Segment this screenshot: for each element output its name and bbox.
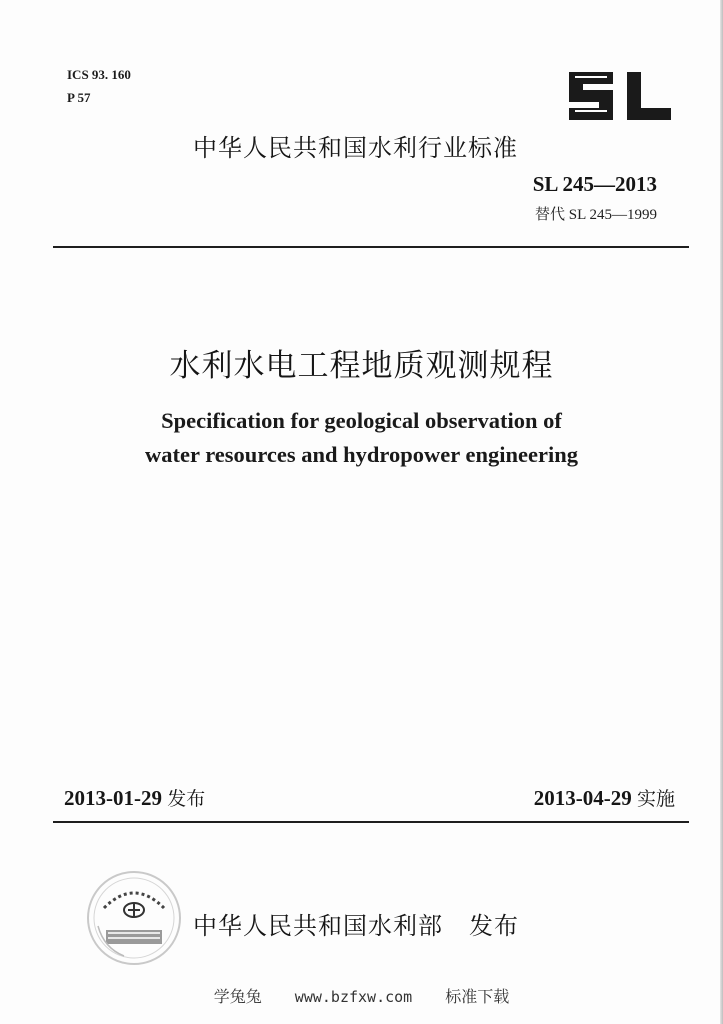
publisher-action: 发布 — [469, 912, 519, 940]
footer-tagline: 标准下载 — [445, 987, 510, 1006]
publisher-line — [193, 906, 519, 941]
issue-date: 2013-01-29 — [64, 786, 162, 810]
classification-code: P 57 — [67, 90, 91, 105]
issue-label: 发布 — [167, 788, 206, 810]
classification-codes — [67, 63, 131, 109]
footer-url[interactable]: www.bzfxw.com — [294, 988, 413, 1006]
top-divider — [53, 246, 689, 248]
title-chinese: 水利水电工程地质观测规程 — [169, 348, 554, 384]
industry-standard-title: 中华人民共和国水利行业标准 — [193, 134, 518, 162]
ics-code: ICS 93. 160 — [67, 67, 131, 82]
official-seal-icon — [84, 868, 184, 968]
implement-date: 2013-04-29 — [533, 786, 632, 810]
footer-watermark — [0, 984, 723, 1007]
replaces-standard: 替代 SL 245—1999 — [535, 207, 657, 223]
implement-label: 实施 — [636, 788, 675, 810]
title-english-line-2: water resources and hydropower engineering — [145, 442, 578, 467]
sl-logo-icon — [565, 66, 675, 126]
title-english-line-1: Specification for geological observation of — [161, 408, 562, 433]
footer-site-name: 学兔兔 — [213, 987, 262, 1006]
publisher-name: 中华人民共和国水利部 — [193, 912, 443, 940]
standard-number: SL 245—2013 — [532, 172, 657, 196]
bottom-divider — [53, 821, 689, 823]
title-english — [0, 404, 723, 472]
implement-date-block — [534, 784, 675, 811]
issue-date-block — [64, 784, 205, 811]
